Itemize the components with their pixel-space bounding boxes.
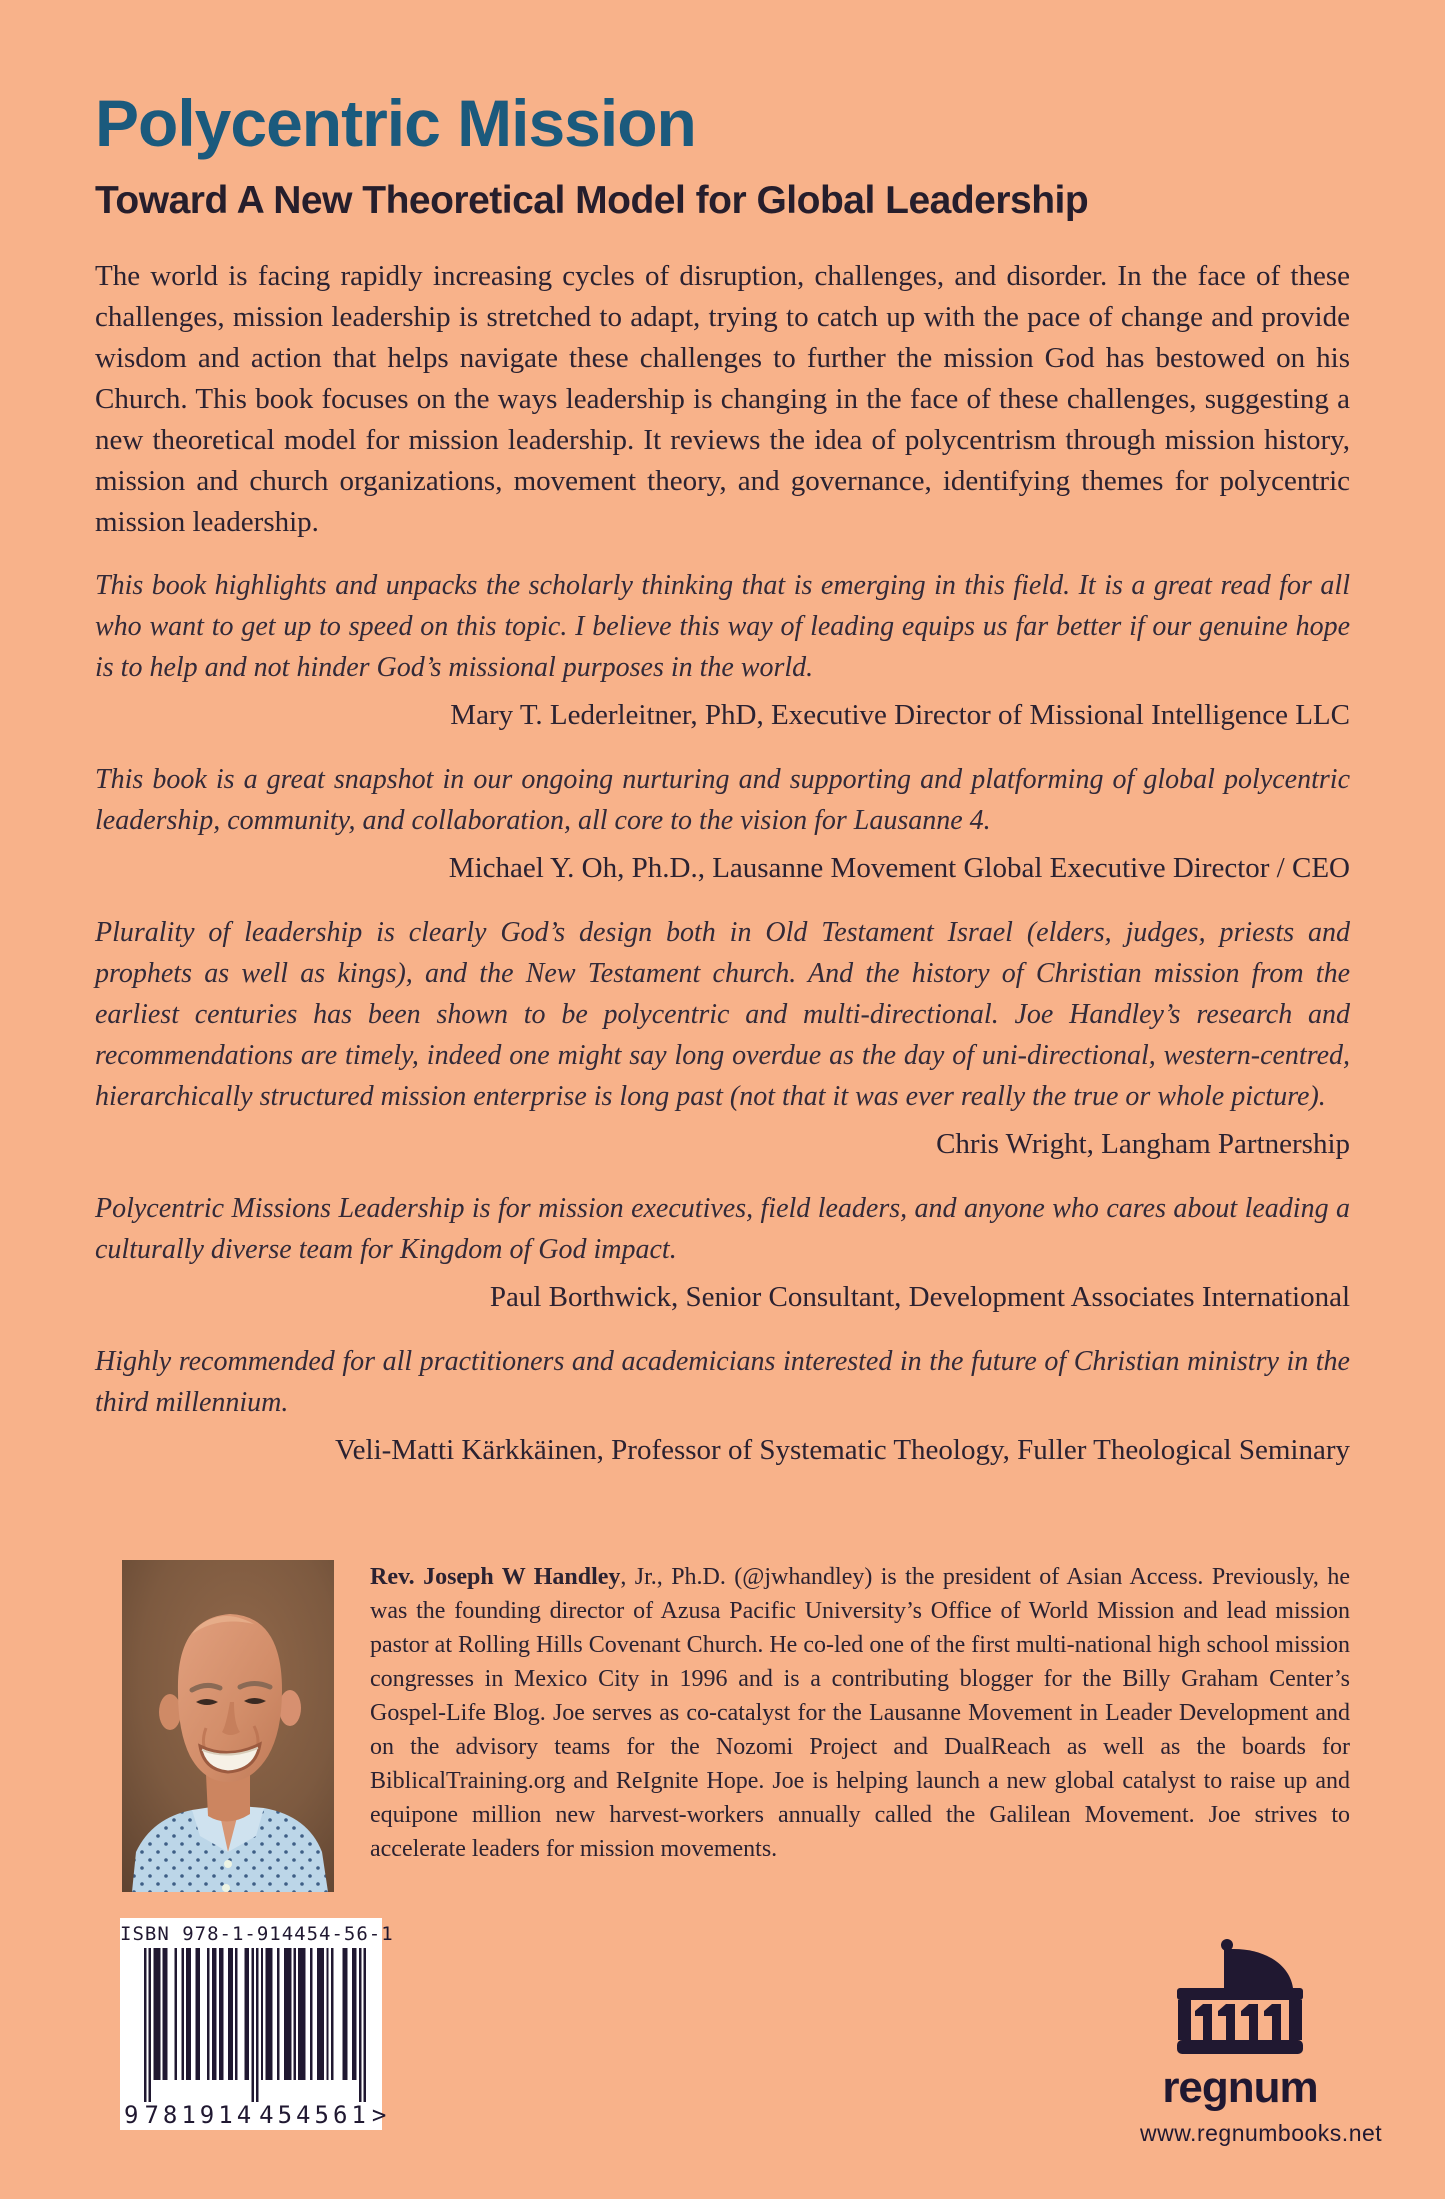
endorsement-1 bbox=[95, 565, 1350, 737]
logo-numeral-1 bbox=[1218, 2004, 1235, 2040]
barcode-end-mark: > bbox=[371, 2101, 391, 2129]
endorsement-quote: Polycentric Missions Leadership is for mission executives, field leaders, and anyone who cares about leading a culturally diverse team for Kingdom of God impact. bbox=[95, 1193, 1350, 1265]
cover-text-column bbox=[95, 0, 1350, 1472]
endorsement-quote: Plurality of leadership is clearly God’s design both in Old Testament Israel (elders, judges, priests and prophets as well as kings), and the New Testament church. And the history of Christian mission from the earliest centuries has been shown to be polycentric and multi-directional. Joe Handley’s research and recommendations are timely, indeed one might say long overdue as the day of uni-directional, western-centred, hierarchically structured mission enterprise is long past (not that it was ever really the true or whole picture). bbox=[95, 917, 1350, 1112]
barcode-bars bbox=[144, 1948, 366, 2108]
logo-numeral-1 bbox=[1195, 2004, 1212, 2040]
ear-right bbox=[279, 1690, 301, 1726]
book-subtitle: Toward A New Theoretical Model for Global Leadership bbox=[95, 179, 1089, 222]
endorsement-2 bbox=[95, 759, 1350, 890]
publisher-name: regnum bbox=[1162, 2063, 1318, 2112]
author-name: Rev. Joseph W Handley bbox=[370, 1564, 621, 1590]
logo-entablature bbox=[1177, 1988, 1303, 2000]
endorsement-attribution: Chris Wright, Langham Partnership bbox=[936, 1128, 1350, 1160]
endorsement-quote: Highly recommended for all practitioners and academicians interested in the future of Christian ministry in the third millennium. bbox=[95, 1346, 1350, 1418]
endorsements-section bbox=[95, 565, 1350, 1472]
author-section bbox=[95, 1560, 1350, 1892]
logo-numeral-1 bbox=[1241, 2004, 1258, 2040]
endorsement-4 bbox=[95, 1188, 1350, 1319]
logo-pillar-left bbox=[1178, 2000, 1191, 2040]
endorsement-attribution: Veli-Matti Kärkkäinen, Professor of Systematic Theology, Fuller Theological Seminary bbox=[334, 1434, 1350, 1466]
ear-left bbox=[159, 1694, 181, 1730]
endorsement-attribution: Mary T. Lederleitner, PhD, Executive Director of Missional Intelligence LLC bbox=[450, 699, 1350, 731]
endorsement-5 bbox=[95, 1341, 1350, 1472]
isbn-label: ISBN 978-1-914454-56-1 bbox=[120, 1923, 394, 1945]
author-photo bbox=[122, 1560, 334, 1892]
logo-base bbox=[1177, 2040, 1303, 2054]
logo-pillar-right bbox=[1289, 2000, 1302, 2040]
barcode-group2: 454561 bbox=[259, 2101, 370, 2129]
publisher-block bbox=[1140, 1938, 1383, 2146]
endorsement-quote: This book highlights and unpacks the scholarly thinking that is emerging in this field. It is a great read for all who want to get up to speed on this topic. I believe this way of leading equips us far better if our genuine hope is to help and not hinder God’s missional purposes in the world. bbox=[95, 570, 1350, 683]
author-bio-text: , Jr., Ph.D. (@jwhandley) is the president of Asian Access. Previously, he was the founding director of Azusa Pacific University’s Office of World Mission and lead mission pastor at Rolling Hills Covenant Church. He co-led one of the first multi-national high school mission congresses in Mexico City in 1996 and is a contributing blogger for the Billy Graham Center’s Gospel-Life Blog. Joe serves as co-catalyst for the Lausanne Movement in Leader Development and on the advisory teams for the Nozomi Project and DualReach as well as the boards for BiblicalTraining.org and ReIgnite Hope. Joe is helping launch a new global catalyst to raise up and equipone million new harvest-workers annually called the Galilean Movement. Joe strives to accelerate leaders for mission movements. bbox=[370, 1564, 1350, 1862]
logo-dome bbox=[1224, 1949, 1293, 1988]
logo-numeral-1 bbox=[1264, 2004, 1281, 2040]
publisher-website: www.regnumbooks.net bbox=[1140, 2120, 1383, 2146]
shirt-button bbox=[222, 1884, 230, 1892]
shirt-button bbox=[224, 1860, 232, 1868]
endorsement-3 bbox=[95, 912, 1350, 1166]
barcode-bars-area bbox=[144, 1948, 366, 2108]
author-bio bbox=[370, 1560, 1350, 1866]
regnum-logo-icon bbox=[1175, 1938, 1305, 2064]
barcode-prefix-digit: 9 bbox=[124, 2101, 143, 2129]
book-title: Polycentric Mission bbox=[95, 86, 696, 160]
book-description: The world is facing rapidly increasing cycles of disruption, challenges, and disorder. In the face of these challenges, mission leadership is stretched to adapt, trying to catch up with the pace of change and provide wisdom and action that helps navigate these challenges to further the mission God has bestowed on his Church. This book focuses on the ways leadership is changing in the face of these challenges, suggesting a new theoretical model for mission leadership. It reviews the idea of polycentrism through mission history, mission and church organizations, movement theory, and governance, identifying themes for polycentric mission leadership. bbox=[95, 260, 1350, 538]
endorsement-quote: This book is a great snapshot in our ongoing nurturing and supporting and platforming of global polycentric leadership, community, and collaboration, all core to the vision for Lausanne 4. bbox=[95, 764, 1350, 836]
isbn-barcode bbox=[120, 1918, 394, 2130]
endorsement-attribution: Michael Y. Oh, Ph.D., Lausanne Movement Global Executive Director / CEO bbox=[448, 852, 1350, 884]
endorsement-attribution: Paul Borthwick, Senior Consultant, Development Associates International bbox=[489, 1281, 1350, 1313]
barcode-group1: 781914 bbox=[144, 2101, 256, 2129]
